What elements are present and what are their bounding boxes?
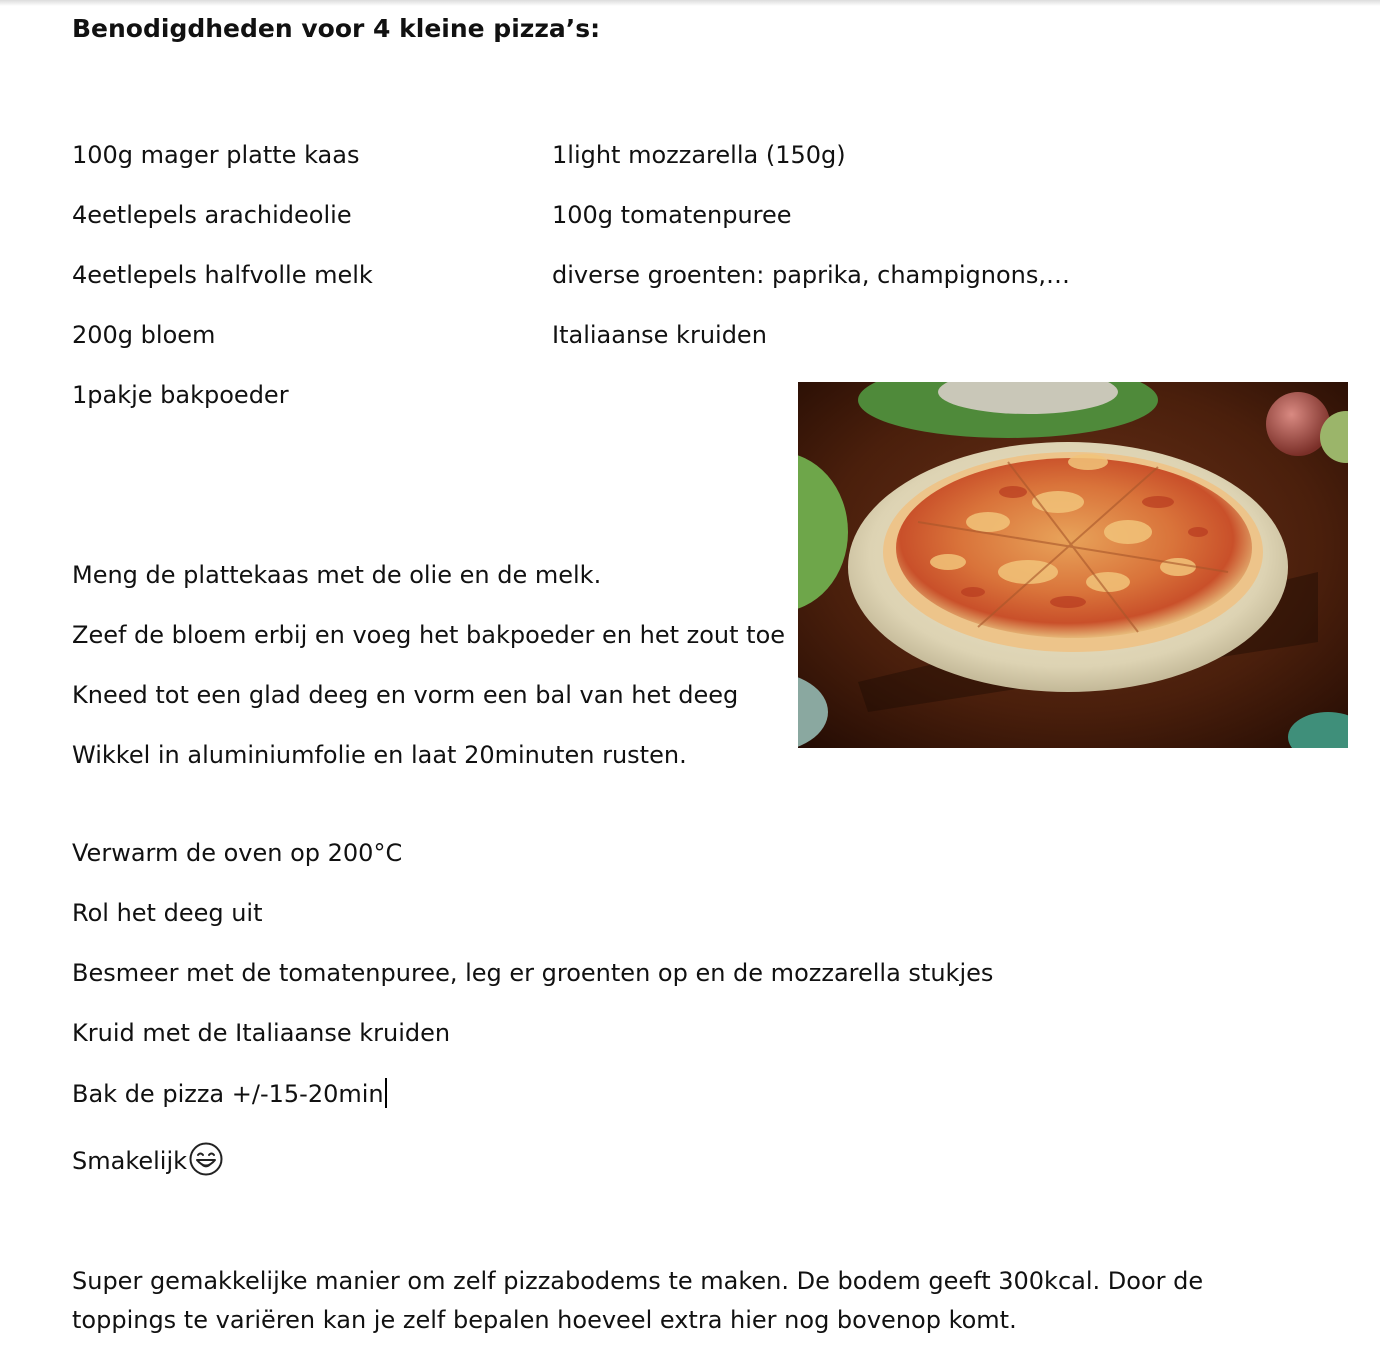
closing-text: Smakelijk [72,1147,188,1175]
ingredient-right-4: Italiaanse kruiden [552,321,767,349]
text-cursor [385,1078,387,1108]
ingredient-left-4: 200g bloem [72,321,216,349]
closing-line [72,1142,223,1183]
ingredient-left-2: 4eetlepels arachideolie [72,201,352,229]
smiling-face-icon [189,1142,223,1183]
step-bake-5-line [72,1078,387,1109]
step-dough-3: Kneed tot een glad deeg en vorm een bal van het deeg [72,681,739,709]
pizza-photo[interactable] [798,382,1348,748]
step-bake-4: Kruid met de Italiaanse kruiden [72,1019,451,1047]
ingredient-right-3: diverse groenten: paprika, champignons,… [552,261,1070,289]
step-bake-3: Besmeer met de tomatenpuree, leg er groenten op en de mozzarella stukjes [72,959,994,987]
step-dough-2: Zeef de bloem erbij en voeg het bakpoeder en het zout toe [72,621,786,649]
step-dough-4: Wikkel in aluminiumfolie en laat 20minuten rusten. [72,741,687,769]
ingredient-right-1: 1light mozzarella (150g) [552,141,846,169]
ingredient-left-1: 100g mager platte kaas [72,141,360,169]
step-bake-5: Bak de pizza +/-15-20min [72,1080,384,1108]
ingredient-right-2: 100g tomatenpuree [552,201,792,229]
recipe-heading: Benodigdheden voor 4 kleine pizza’s: [72,14,601,43]
step-bake-2: Rol het deeg uit [72,899,263,927]
step-dough-1: Meng de plattekaas met de olie en de melk. [72,561,602,589]
ingredient-left-3: 4eetlepels halfvolle melk [72,261,373,289]
ingredient-left-5: 1pakje bakpoeder [72,381,289,409]
closing-note: Super gemakkelijke manier om zelf pizzabodems te maken. De bodem geeft 300kcal. Door de toppings te variëren kan je zelf bepalen hoeveel extra hier nog bovenop komt. [72,1267,1204,1334]
step-bake-1: Verwarm de oven op 200°C [72,839,403,867]
